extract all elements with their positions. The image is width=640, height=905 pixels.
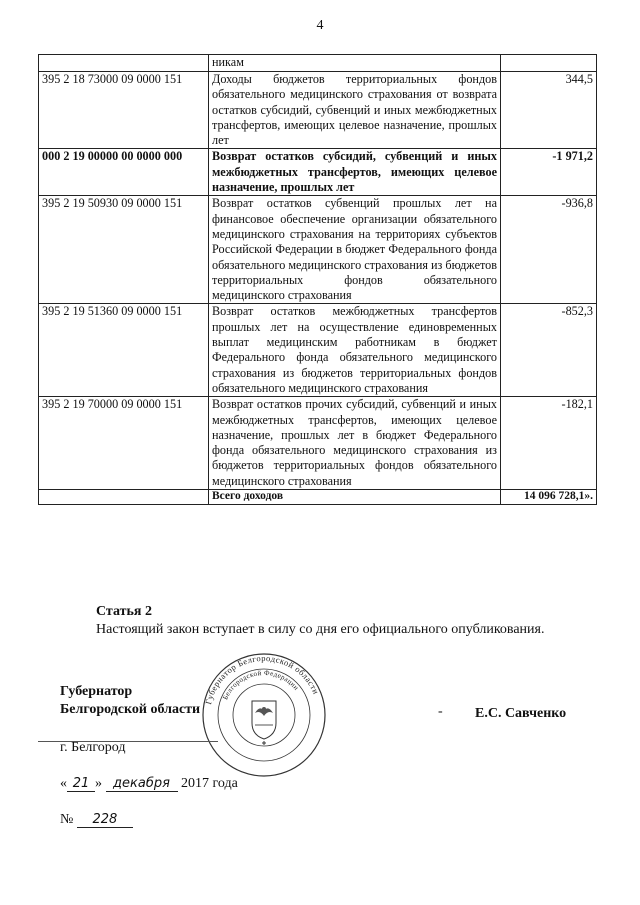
- table-row: [39, 149, 597, 196]
- position-line-2: Белгородской области: [60, 702, 201, 717]
- number-value: 228: [77, 812, 133, 828]
- official-seal: [202, 653, 326, 777]
- row-amount: -182,1: [501, 397, 597, 490]
- article-title: Статья 2: [96, 604, 152, 619]
- table-row: [39, 196, 597, 304]
- date-day: 21: [67, 776, 95, 792]
- signatory-position: [60, 683, 200, 719]
- row-description: Возврат остатков прочих субсидий, субвенций и иных межбюджетных трансфертов, имеющих целевое назначение, прошлых лет в бюджет Федерального фонда обязательного медицинского страхования из бюджетов территориальных фондов обязательного медицинского страхования: [209, 397, 501, 490]
- revenue-table: [38, 54, 597, 505]
- date-quote-open: «: [60, 776, 67, 791]
- total-amount: 14 096 728,1».: [501, 490, 597, 505]
- row-amount: -1 971,2: [501, 149, 597, 196]
- table-row: [39, 304, 597, 397]
- date-month: декабря: [106, 776, 178, 792]
- row-description: Доходы бюджетов территориальных фондов обязательного медицинского страхования от возврата остатков субсидий, субвенций и иных межбюджетных трансфертов, имеющих целевое назначение, прошлых лет: [209, 72, 501, 149]
- row-code: [39, 55, 209, 72]
- page-number: 4: [316, 18, 324, 33]
- article-text: Настоящий закон вступает в силу со дня его официального опубликования.: [96, 622, 545, 637]
- row-code: 000 2 19 00000 00 0000 000: [39, 149, 209, 196]
- row-description: Возврат остатков субсидий, субвенций и иных межбюджетных трансфертов, имеющих целевое назначение, прошлых лет: [209, 149, 501, 196]
- coat-of-arms-emblem: [252, 701, 276, 745]
- svg-text:Губернатор Белгородской област: [203, 653, 321, 705]
- row-description: Возврат остатков межбюджетных трансфертов прошлых лет на осуществление единовременных выплат медицинским работникам в бюджет Федерального фонда обязательного медицинского страхования из бюджетов территориальных фондов обязательного медицинского страхования: [209, 304, 501, 397]
- seal-outer-text: Губернатор Белгородской области: [203, 653, 322, 706]
- number-prefix: №: [60, 812, 74, 827]
- row-amount: -936,8: [501, 196, 597, 304]
- row-description: никам: [209, 55, 501, 72]
- table-row: [39, 397, 597, 490]
- date-quote-close: »: [95, 776, 102, 791]
- row-code: 395 2 19 51360 09 0000 151: [39, 304, 209, 397]
- row-description: Возврат остатков субвенций прошлых лет на финансовое обеспечение организации обязательного медицинского страхования на территориях субъектов Российской Федерации в бюджет Федерального фонда обязательного медицинского страхования из бюджетов территориальных фондов обязательного медицинского страхования: [209, 196, 501, 304]
- signing-date: [60, 776, 238, 792]
- signature-mark: -: [438, 704, 443, 719]
- place-of-signing: г. Белгород: [60, 740, 126, 755]
- position-line-1: Губернатор: [60, 684, 133, 699]
- table-row-total: [39, 490, 597, 505]
- table-row-continuation: [39, 55, 597, 72]
- row-code: 395 2 19 50930 09 0000 151: [39, 196, 209, 304]
- total-empty-cell: [39, 490, 209, 505]
- date-year: 2017 года: [181, 776, 238, 791]
- row-code: 395 2 19 70000 09 0000 151: [39, 397, 209, 490]
- row-amount: [501, 55, 597, 72]
- row-amount: 344,5: [501, 72, 597, 149]
- signatory-name: Е.С. Савченко: [475, 706, 567, 721]
- row-code: 395 2 18 73000 09 0000 151: [39, 72, 209, 149]
- law-number: [60, 812, 133, 828]
- table-row: [39, 72, 597, 149]
- seal-inner-text: Белгородской Федерации: [221, 668, 301, 702]
- row-amount: -852,3: [501, 304, 597, 397]
- total-label: Всего доходов: [209, 490, 501, 505]
